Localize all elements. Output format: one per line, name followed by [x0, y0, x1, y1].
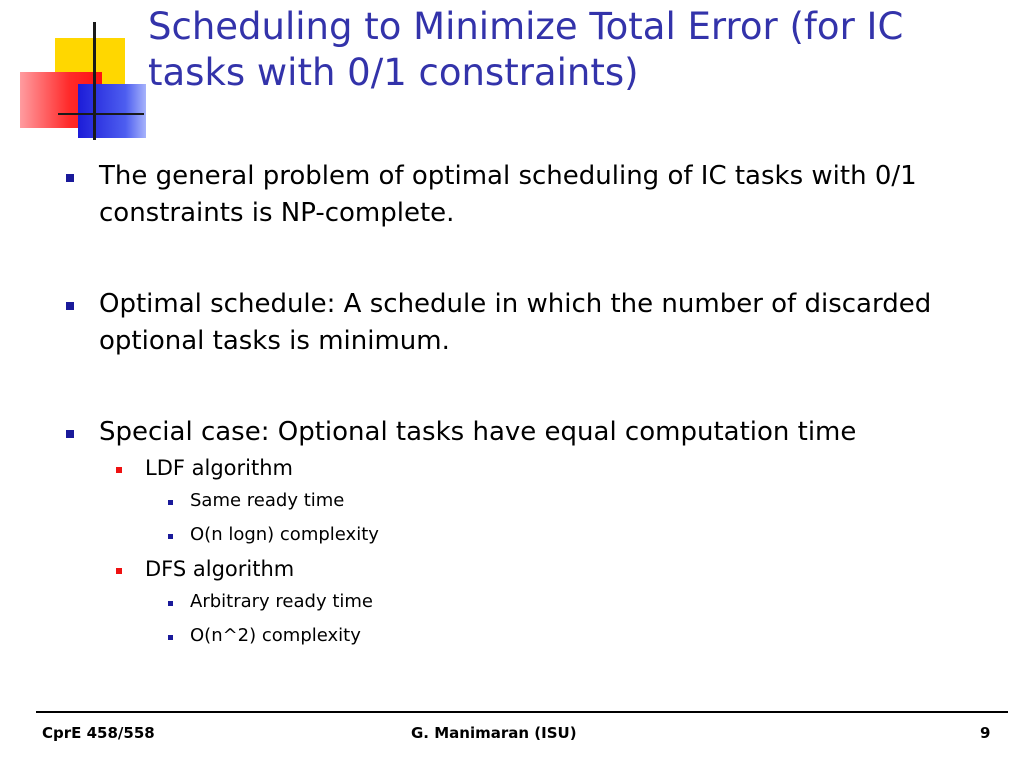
slide-body	[0, 158, 1024, 653]
bullet-marker	[66, 430, 74, 438]
logo-horizontal-line	[58, 113, 144, 115]
bullet-item	[0, 414, 999, 451]
sub-sub-bullet-item	[0, 619, 1024, 653]
sub-bullet-text: DFS algorithm	[145, 557, 295, 581]
sub-sub-bullet-marker	[168, 635, 173, 640]
logo-blue-square	[78, 84, 146, 138]
sub-sub-bullet-marker	[168, 534, 173, 539]
sub-sub-bullet-item	[0, 585, 1024, 619]
footer-course: CprE 458/558	[42, 724, 155, 742]
footer-divider	[36, 711, 1008, 713]
sub-sub-bullet-text: O(n logn) complexity	[190, 524, 379, 545]
sub-sub-bullet-item	[0, 484, 1024, 518]
sub-sub-bullet-marker	[168, 500, 173, 505]
sub-bullet-item	[0, 453, 1024, 484]
sub-sub-bullet-text: Arbitrary ready time	[190, 591, 373, 612]
page-number: 9	[980, 724, 991, 742]
sub-sub-bullet-text: O(n^2) complexity	[190, 625, 361, 646]
bullet-item	[0, 158, 999, 232]
sub-bullet-item	[0, 554, 1024, 585]
bullet-text: Special case: Optional tasks have equal computation time	[99, 417, 857, 447]
sub-sub-bullet-marker	[168, 601, 173, 606]
logo-vertical-line	[93, 22, 96, 140]
bullet-text: Optimal schedule: A schedule in which the number of discarded optional tasks is minimum.	[99, 289, 932, 356]
sub-sub-bullet-item	[0, 518, 1024, 552]
bullet-marker	[66, 174, 74, 182]
decorative-logo	[0, 0, 160, 150]
bullet-marker	[66, 302, 74, 310]
slide-title: Scheduling to Minimize Total Error (for IC tasks with 0/1 constraints)	[148, 5, 904, 94]
footer-author: G. Manimaran (ISU)	[411, 724, 577, 742]
sub-bullet-marker	[116, 467, 122, 473]
sub-bullet-marker	[116, 568, 122, 574]
sub-sub-bullet-text: Same ready time	[190, 490, 345, 511]
sub-bullet-text: LDF algorithm	[145, 456, 293, 480]
bullet-text: The general problem of optimal scheduling of IC tasks with 0/1 constraints is NP-complete.	[99, 161, 917, 228]
bullet-item	[0, 286, 999, 360]
